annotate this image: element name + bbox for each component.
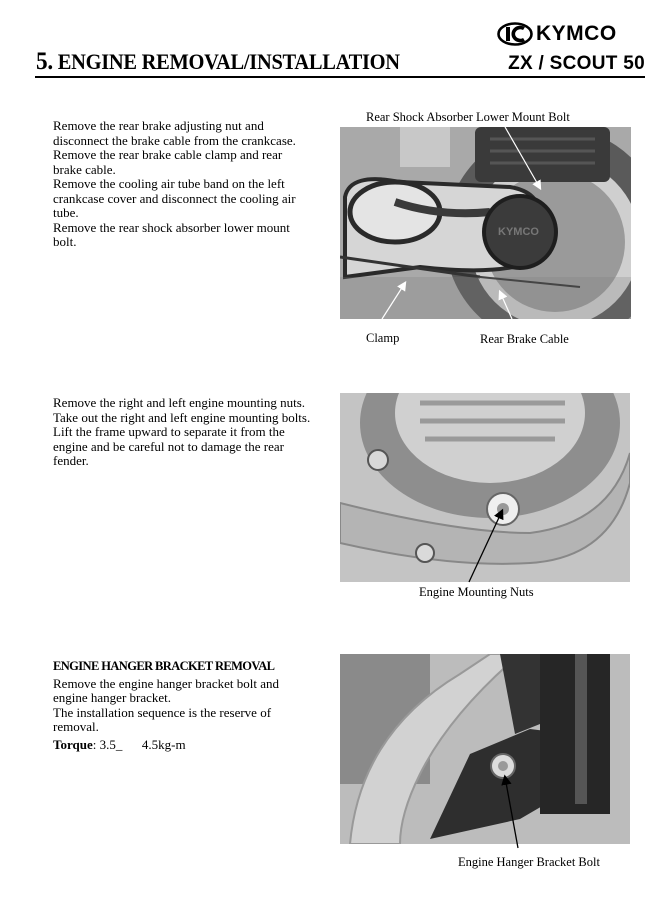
torque-value: : 3.5_ 4.5kg-m bbox=[92, 736, 186, 752]
section-heading: ENGINE HANGER BRACKET REMOVAL bbox=[53, 659, 275, 673]
instruction: Remove the rear brake cable clamp and rear brake cable. bbox=[53, 147, 283, 177]
section-3-text bbox=[53, 659, 313, 752]
model-name: ZX / SCOUT 50 bbox=[508, 53, 645, 74]
caption-rear-brake-cable: Rear Brake Cable bbox=[480, 332, 569, 346]
instruction: Remove the rear brake adjusting nut and disconnect the brake cable from the crankcase. bbox=[53, 118, 296, 148]
photo-engine-hanger-bracket bbox=[340, 654, 630, 844]
torque-label: Torque bbox=[53, 736, 93, 752]
svg-text:KYMCO: KYMCO bbox=[498, 226, 539, 238]
instruction: Lift the frame upward to separate it from the engine and be careful not to damage the rear fender. bbox=[53, 424, 285, 468]
instruction: Remove the cooling air tube band on the left crankcase cover and disconnect the cooling air tube. bbox=[53, 176, 296, 220]
instruction: Remove the engine hanger bracket bolt and engine hanger bracket. bbox=[53, 675, 279, 705]
chapter-title bbox=[36, 48, 400, 76]
caption-engine-hanger-bracket-bolt: Engine Hanger Bracket Bolt bbox=[458, 855, 600, 869]
torque-spec bbox=[53, 738, 313, 753]
photo-engine-mounting-nuts bbox=[340, 393, 630, 582]
caption-engine-mounting-nuts: Engine Mounting Nuts bbox=[419, 585, 534, 599]
brand-logo bbox=[497, 22, 617, 46]
photo-engine-left-side bbox=[340, 127, 631, 319]
caption-clamp: Clamp bbox=[366, 331, 400, 345]
kymco-logo-icon bbox=[497, 22, 533, 46]
instruction: The installation sequence is the reserve of removal. bbox=[53, 704, 272, 734]
instruction: Remove the rear shock absorber lower mount bolt. bbox=[53, 219, 290, 249]
caption-rear-shock-bolt: Rear Shock Absorber Lower Mount Bolt bbox=[366, 110, 570, 124]
brand-name: KYMCO bbox=[536, 22, 617, 45]
instruction: Remove the right and left engine mounting nuts. bbox=[53, 395, 306, 410]
chapter-number: 5. bbox=[36, 48, 53, 75]
chapter-title-text: ENGINE REMOVAL/INSTALLATION bbox=[57, 49, 400, 74]
header-divider bbox=[35, 76, 645, 78]
instruction: Take out the right and left engine mounting bolts. bbox=[53, 409, 311, 425]
section-1-text bbox=[53, 119, 313, 250]
section-2-text bbox=[53, 396, 313, 469]
